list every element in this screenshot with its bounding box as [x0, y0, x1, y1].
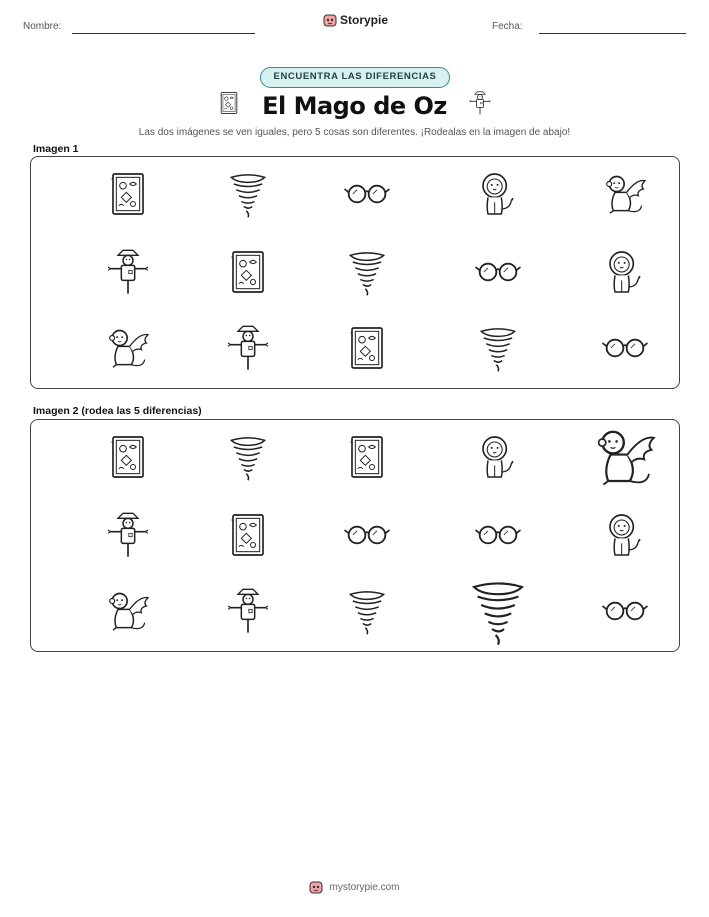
- glasses-icon: [600, 586, 650, 636]
- date-label: Fecha:: [492, 21, 523, 32]
- image2-cell[interactable]: [336, 426, 398, 488]
- book-icon: [342, 432, 392, 482]
- book-icon: [216, 90, 242, 121]
- scarecrow-icon: [223, 323, 273, 373]
- image2-cell[interactable]: [467, 426, 529, 488]
- glasses-icon: [600, 323, 650, 373]
- tornado-icon: [342, 247, 392, 297]
- image1-cell: [217, 241, 279, 303]
- image2-cell[interactable]: [217, 426, 279, 488]
- winged-monkey-icon: [103, 323, 153, 373]
- book-icon: [216, 90, 242, 116]
- scarecrow-icon: [103, 247, 153, 297]
- glasses-icon: [473, 247, 523, 297]
- image1-panel: [30, 156, 680, 389]
- image1-cell: [594, 163, 656, 225]
- footer: [0, 880, 709, 894]
- instructions: Las dos imágenes se ven iguales, pero 5 cosas son diferentes. ¡Rodealas en la imagen de abajo!: [138, 127, 571, 138]
- date-line[interactable]: [539, 33, 686, 34]
- name-line[interactable]: [72, 33, 255, 34]
- image1-cell: [336, 241, 398, 303]
- activity-badge: ENCUENTRA LAS DIFERENCIAS: [260, 67, 450, 88]
- lion-icon: [600, 510, 650, 560]
- image1-cell: [336, 317, 398, 379]
- glasses-icon: [342, 169, 392, 219]
- tornado-icon: [462, 575, 534, 647]
- scarecrow-icon: [103, 510, 153, 560]
- scarecrow-icon: [223, 586, 273, 636]
- image2-cell[interactable]: [589, 421, 661, 493]
- image1-cell: [97, 241, 159, 303]
- image2-cell[interactable]: [594, 580, 656, 642]
- image1-cell: [97, 317, 159, 379]
- winged-monkey-icon: [600, 169, 650, 219]
- tornado-icon: [473, 323, 523, 373]
- image2-label: Imagen 2 (rodea las 5 diferencias): [33, 405, 202, 417]
- image1-cell: [467, 163, 529, 225]
- tornado-icon: [223, 169, 273, 219]
- image1-label: Imagen 1: [33, 143, 79, 155]
- lion-icon: [473, 432, 523, 482]
- storypie-mascot-icon: [309, 880, 323, 894]
- image1-cell: [217, 317, 279, 379]
- winged-monkey-icon: [103, 586, 153, 636]
- image2-cell[interactable]: [217, 580, 279, 642]
- image1-cell: [594, 317, 656, 379]
- glasses-icon: [342, 510, 392, 560]
- book-icon: [223, 247, 273, 297]
- title-row: [0, 90, 709, 121]
- image2-cell[interactable]: [97, 580, 159, 642]
- image2-cell[interactable]: [336, 504, 398, 566]
- image2-cell[interactable]: [97, 504, 159, 566]
- storypie-mascot-icon: [323, 13, 337, 27]
- book-icon: [223, 510, 273, 560]
- brand-name: Storypie: [340, 13, 389, 27]
- page-title: El Mago de Oz: [262, 91, 447, 120]
- lion-icon: [473, 169, 523, 219]
- winged-monkey-icon: [589, 421, 661, 493]
- book-icon: [103, 432, 153, 482]
- image2-cell[interactable]: [97, 426, 159, 488]
- brand-logo: [323, 13, 388, 27]
- image2-cell[interactable]: [336, 580, 398, 642]
- image2-cell[interactable]: [217, 504, 279, 566]
- book-icon: [342, 323, 392, 373]
- image1-cell: [467, 317, 529, 379]
- glasses-icon: [473, 510, 523, 560]
- tornado-icon: [342, 586, 392, 636]
- footer-site: mystorypie.com: [329, 881, 400, 893]
- image2-cell[interactable]: [467, 504, 529, 566]
- image1-cell: [336, 163, 398, 225]
- image1-cell: [594, 241, 656, 303]
- name-label: Nombre:: [23, 21, 62, 32]
- image2-cell[interactable]: [594, 504, 656, 566]
- book-icon: [103, 169, 153, 219]
- lion-icon: [600, 247, 650, 297]
- image2-cell[interactable]: [462, 575, 534, 647]
- tornado-icon: [223, 432, 273, 482]
- image1-cell: [467, 241, 529, 303]
- image2-panel[interactable]: [30, 419, 680, 652]
- scarecrow-icon: [467, 90, 493, 121]
- scarecrow-icon: [467, 90, 493, 116]
- image1-cell: [97, 163, 159, 225]
- image1-cell: [217, 163, 279, 225]
